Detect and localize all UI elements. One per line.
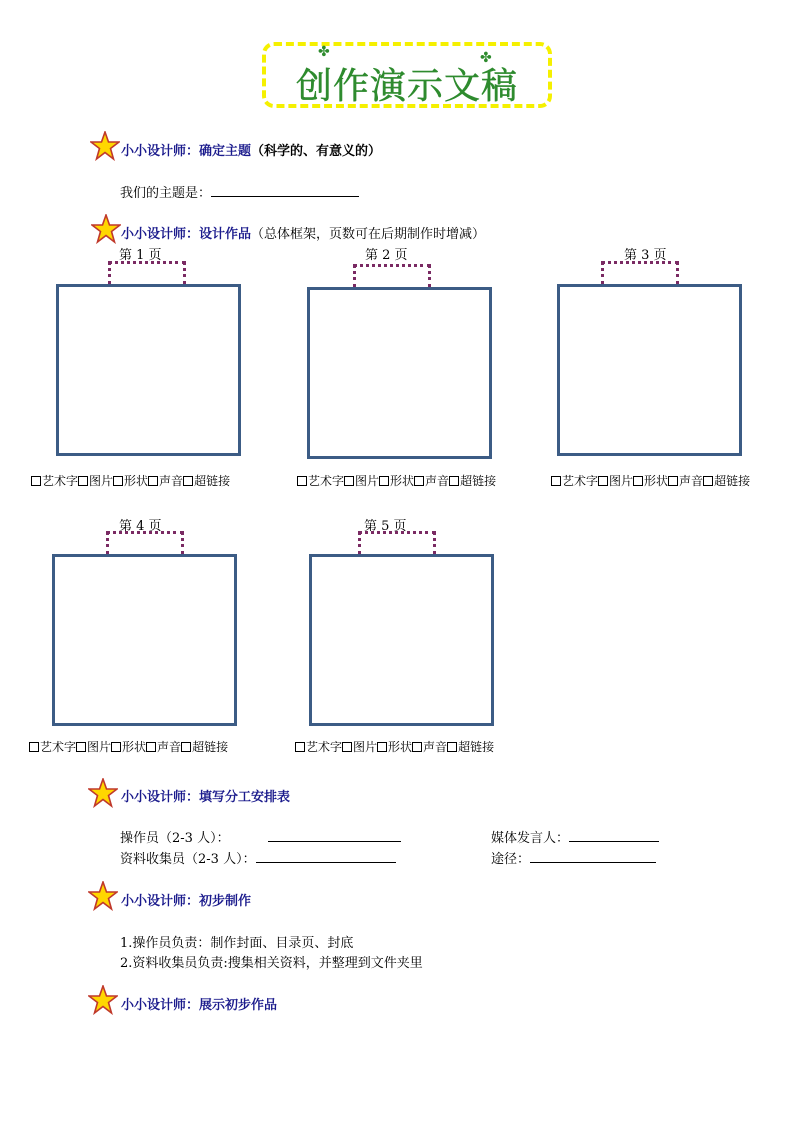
checkbox[interactable]	[412, 742, 422, 752]
element-options	[297, 472, 496, 489]
option-label: 声音	[679, 474, 704, 488]
clover-icon: ✤	[480, 50, 492, 66]
option-label: 声音	[157, 740, 182, 754]
page-tab	[353, 264, 431, 288]
channel-label: 途径：	[491, 852, 531, 867]
star-icon	[88, 778, 118, 808]
section-title: 确定主题	[199, 144, 252, 159]
checkbox[interactable]	[297, 476, 307, 486]
option-label: 超链接	[714, 474, 751, 488]
section-note: （总体框架，页数可在后期制作时增减）	[251, 227, 486, 242]
checkbox[interactable]	[703, 476, 713, 486]
option-label: 图片	[609, 474, 634, 488]
option-label: 艺术字	[562, 474, 599, 488]
page-tab	[108, 261, 186, 285]
checkbox[interactable]	[633, 476, 643, 486]
star-icon	[90, 131, 120, 161]
star-icon	[88, 985, 118, 1015]
page-box[interactable]	[56, 284, 241, 456]
checkbox[interactable]	[111, 742, 121, 752]
checkbox[interactable]	[447, 742, 457, 752]
section-label: 小小设计师：	[121, 894, 200, 909]
option-label: 声音	[423, 740, 448, 754]
checkbox[interactable]	[449, 476, 459, 486]
checkbox[interactable]	[31, 476, 41, 486]
element-options	[295, 738, 494, 755]
section-note: （科学的、有意义的）	[251, 144, 382, 159]
task-item: 2.资料收集员负责:搜集相关资料，并整理到文件夹里	[120, 956, 423, 971]
page-label: 第 3 页	[624, 248, 667, 263]
section-heading-roles	[121, 786, 290, 805]
checkbox[interactable]	[414, 476, 424, 486]
section-label: 小小设计师：	[121, 998, 200, 1013]
page-box[interactable]	[309, 554, 494, 726]
operator-label: 操作员（2-3 人）：	[120, 831, 230, 846]
spokesperson-label: 媒体发言人：	[491, 831, 570, 846]
section-heading-showcase	[121, 994, 277, 1013]
option-label: 艺术字	[42, 474, 79, 488]
option-label: 形状	[388, 740, 413, 754]
theme-line	[120, 182, 359, 201]
option-label: 形状	[124, 474, 149, 488]
option-label: 超链接	[192, 740, 229, 754]
section-label: 小小设计师：	[121, 227, 200, 242]
element-options	[31, 472, 230, 489]
checkbox[interactable]	[344, 476, 354, 486]
checkbox[interactable]	[148, 476, 158, 486]
section-title: 初步制作	[199, 894, 252, 909]
checkbox[interactable]	[668, 476, 678, 486]
checkbox[interactable]	[29, 742, 39, 752]
option-label: 图片	[353, 740, 378, 754]
option-label: 超链接	[460, 474, 497, 488]
document-title: 创作演示文稿	[295, 66, 518, 107]
checkbox[interactable]	[295, 742, 305, 752]
checkbox[interactable]	[377, 742, 387, 752]
option-label: 艺术字	[306, 740, 343, 754]
spokesperson-row	[491, 827, 659, 846]
option-label: 图片	[89, 474, 114, 488]
task-item: 1.操作员负责：制作封面、目录页、封底	[120, 936, 354, 951]
star-icon	[91, 214, 121, 244]
option-label: 声音	[425, 474, 450, 488]
channel-input[interactable]	[530, 850, 656, 863]
title-banner	[262, 42, 552, 108]
section-title: 填写分工安排表	[199, 790, 291, 805]
checkbox[interactable]	[146, 742, 156, 752]
section-heading-production	[121, 890, 251, 909]
element-options	[29, 738, 228, 755]
theme-input[interactable]	[211, 184, 359, 197]
section-label: 小小设计师：	[121, 790, 200, 805]
operator-row	[120, 827, 230, 846]
option-label: 声音	[159, 474, 184, 488]
section-heading-theme	[121, 140, 381, 159]
checkbox[interactable]	[598, 476, 608, 486]
page-label: 第 5 页	[364, 519, 407, 534]
page-tab	[106, 531, 184, 555]
collector-input[interactable]	[256, 850, 396, 863]
checkbox[interactable]	[113, 476, 123, 486]
option-label: 图片	[87, 740, 112, 754]
operator-input[interactable]	[268, 829, 401, 842]
checkbox[interactable]	[379, 476, 389, 486]
collector-row	[120, 848, 396, 867]
section-title: 设计作品	[199, 227, 252, 242]
checkbox[interactable]	[181, 742, 191, 752]
spokesperson-input[interactable]	[569, 829, 659, 842]
option-label: 形状	[122, 740, 147, 754]
section-label: 小小设计师：	[121, 144, 200, 159]
section-title: 展示初步作品	[199, 998, 278, 1013]
page-box[interactable]	[52, 554, 237, 726]
star-icon	[88, 881, 118, 911]
option-label: 形状	[644, 474, 669, 488]
option-label: 图片	[355, 474, 380, 488]
checkbox[interactable]	[78, 476, 88, 486]
option-label: 超链接	[458, 740, 495, 754]
option-label: 艺术字	[308, 474, 345, 488]
page-label: 第 4 页	[119, 519, 162, 534]
checkbox[interactable]	[551, 476, 561, 486]
page-tab	[601, 261, 679, 285]
page-box[interactable]	[557, 284, 742, 456]
option-label: 形状	[390, 474, 415, 488]
checkbox[interactable]	[342, 742, 352, 752]
channel-row	[491, 848, 656, 867]
clover-icon: ✤	[318, 44, 330, 60]
theme-prompt: 我们的主题是：	[120, 186, 212, 201]
section-heading-design	[121, 223, 485, 242]
checkbox[interactable]	[76, 742, 86, 752]
page-box[interactable]	[307, 287, 492, 459]
page-label: 第 1 页	[119, 248, 162, 263]
element-options	[551, 472, 750, 489]
option-label: 艺术字	[40, 740, 77, 754]
page-label: 第 2 页	[365, 248, 408, 263]
page-tab	[358, 531, 436, 555]
option-label: 超链接	[194, 474, 231, 488]
checkbox[interactable]	[183, 476, 193, 486]
collector-label: 资料收集员（2-3 人）：	[120, 852, 256, 867]
